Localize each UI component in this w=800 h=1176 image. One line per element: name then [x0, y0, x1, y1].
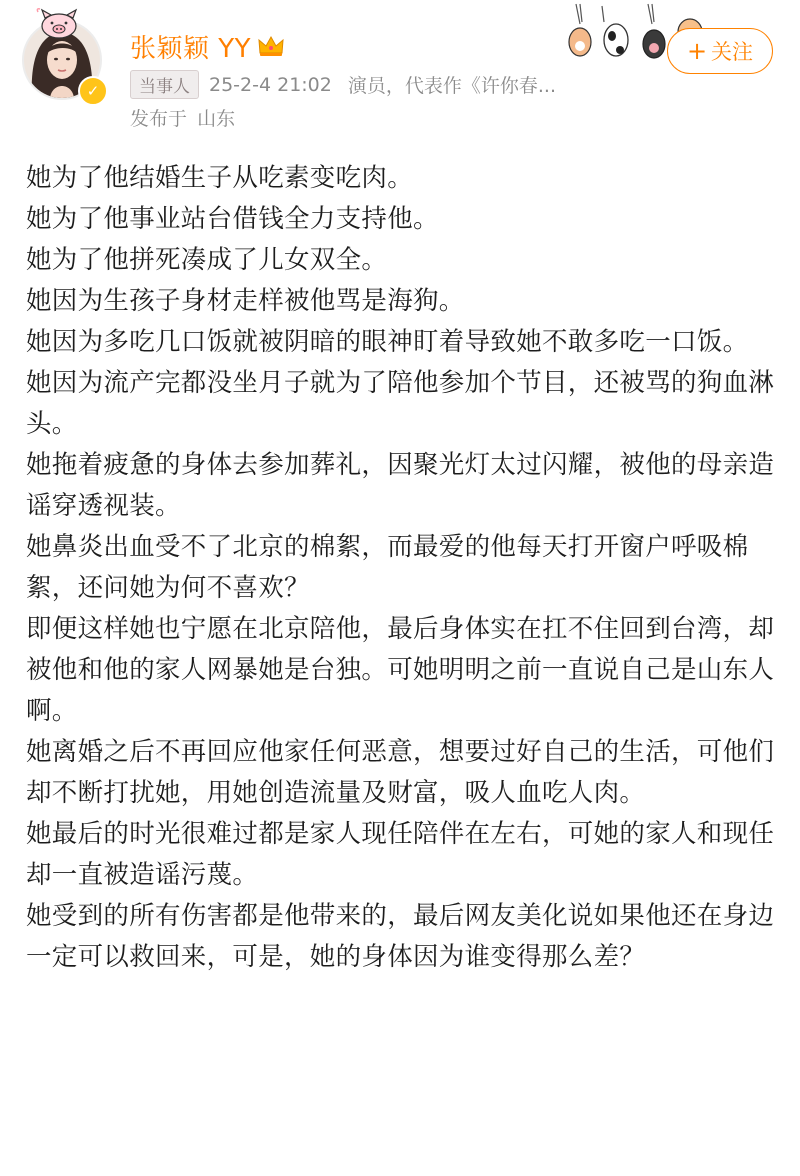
- post-paragraph: 她为了他事业站台借钱全力支持他。: [26, 204, 439, 234]
- location-value: 山东: [197, 108, 236, 130]
- name-row: [130, 28, 285, 64]
- post-paragraph: 她鼻炎出血受不了北京的棉絮，而最爱的他每天打开窗户呼吸棉絮，还问她为何不喜欢？: [26, 532, 749, 603]
- avatar-container[interactable]: [22, 20, 102, 100]
- post-header: [0, 0, 800, 140]
- meta-row: [130, 70, 556, 99]
- post-paragraph: 她最后的时光很难过都是家人现任陪伴在左右，可她的家人和现任却一直被造谣污蔑。: [26, 819, 775, 890]
- pig-badge-icon: [36, 8, 82, 40]
- post-paragraph: 她因为流产完都没坐月子就为了陪他参加个节目，还被骂的狗血淋头。: [26, 368, 775, 439]
- follow-label: 关注: [711, 40, 754, 64]
- participant-tag: 当事人: [130, 70, 199, 99]
- post-paragraph: 她因为多吃几口饭就被阴暗的眼神盯着导致她不敢多吃一口饭。: [26, 327, 749, 357]
- post-paragraph: 她拖着疲惫的身体去参加葬礼，因聚光灯太过闪耀，被他的母亲造谣穿透视装。: [26, 450, 775, 521]
- post-content: [26, 158, 778, 978]
- follow-button[interactable]: [667, 28, 773, 74]
- post-paragraph: 即便这样她也宁愿在北京陪他，最后身体实在扛不住回到台湾，却被他和他的家人网暴她是台独。可她明明之前一直说自己是山东人啊。: [26, 614, 775, 726]
- post-paragraph: 她因为生孩子身材走样被他骂是海狗。: [26, 286, 465, 316]
- post-paragraph: 她为了他拼死凑成了儿女双全。: [26, 245, 388, 275]
- verified-v-icon: ✓: [78, 76, 108, 106]
- location-prefix: 发布于: [130, 108, 188, 130]
- location-row: [130, 104, 235, 131]
- post-paragraph: 她受到的所有伤害都是他带来的，最后网友美化说如果他还在身边一定可以救回来，可是，她的身体因为谁变得那么差？: [26, 901, 775, 972]
- post-paragraph: 她为了他结婚生子从吃素变吃肉。: [26, 163, 414, 193]
- user-description: 演员，代表作《许你春...: [347, 75, 556, 97]
- plus-icon: +: [686, 37, 708, 65]
- post-paragraph: 她离婚之后不再回应他家任何恶意，想要过好自己的生活，可他们却不断打扰她，用她创造流量及财富，吸人血吃人肉。: [26, 737, 775, 808]
- post-time: 25-2-4 21:02: [209, 73, 332, 96]
- vip-crown-icon[interactable]: [257, 34, 285, 58]
- username[interactable]: 张颖颖 YY: [130, 33, 252, 64]
